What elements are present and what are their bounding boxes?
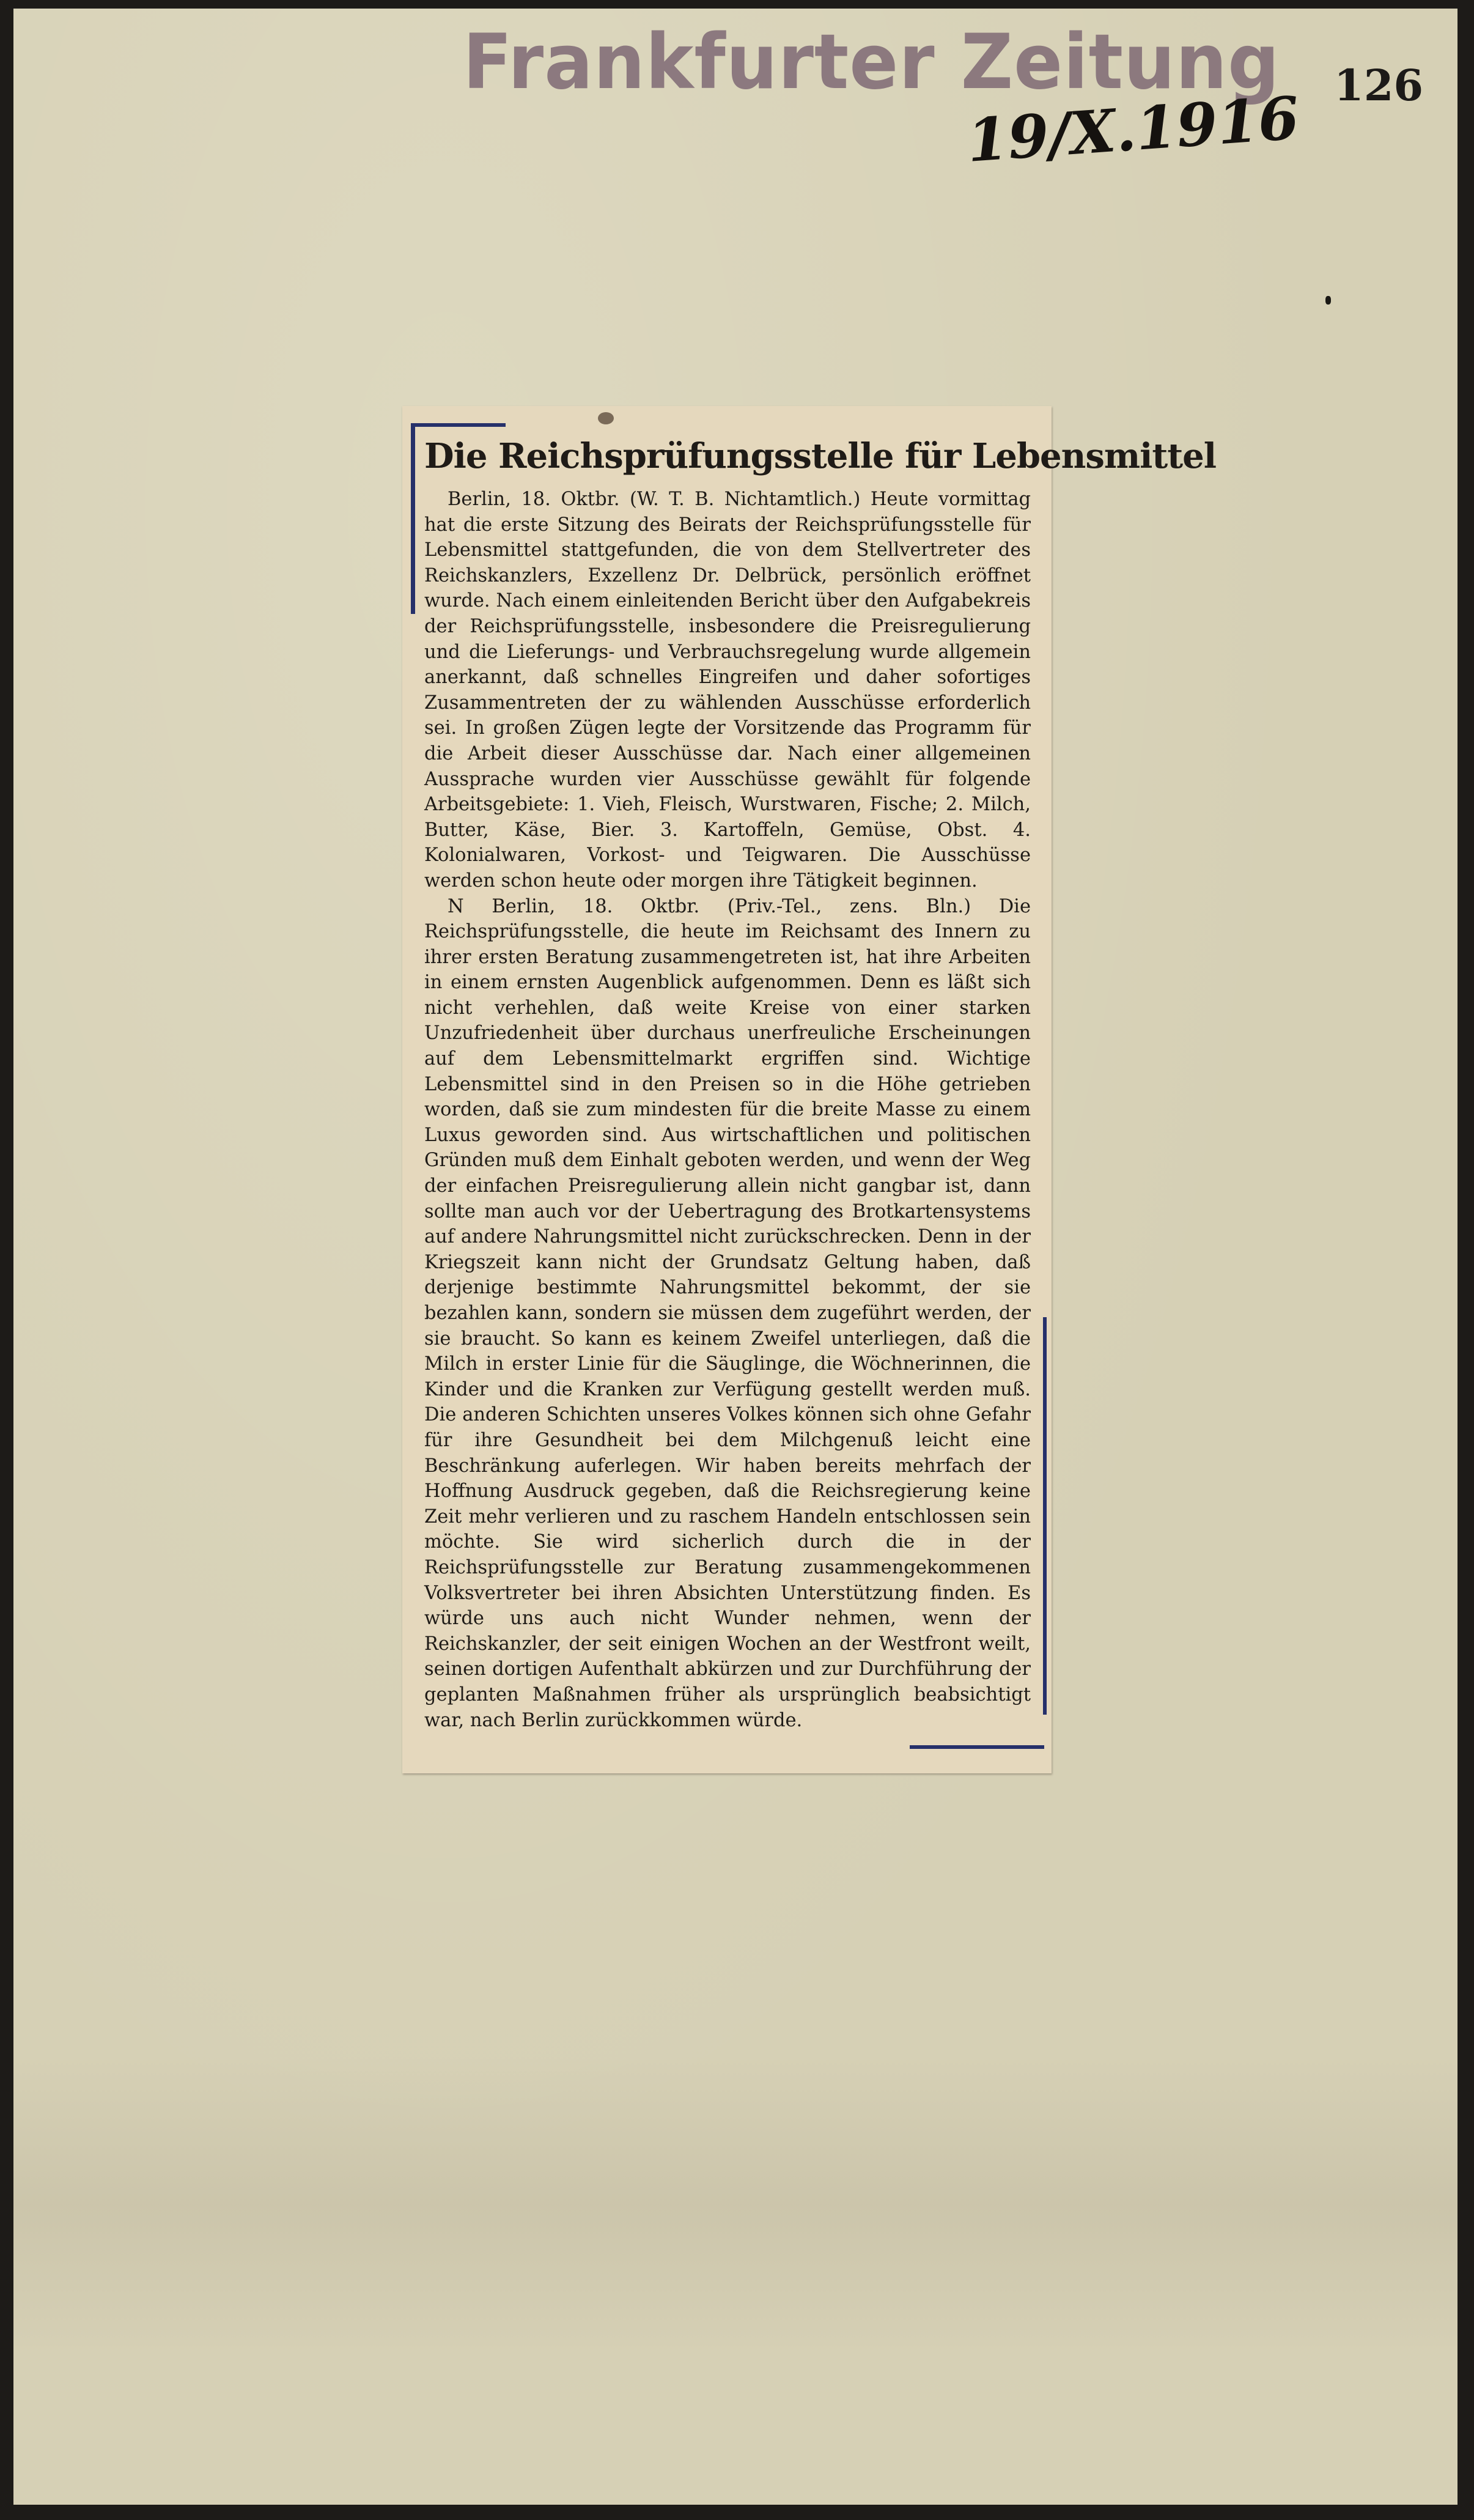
article-paragraph-2: N Berlin, 18. Oktbr. (Priv.-Tel., zens. Bln.) Die Reichsprüfungsstelle, die heute im Reichsamt des Innern zu ihrer ersten Beratung zusammengetreten ist, hat ihre Arbeiten in einem ernsten Augenblick aufgenommen. Denn es läßt sich nicht verhehlen, daß weite Kreise von einer starken Unzufriedenheit über durchaus unerfreuliche Erscheinungen auf dem Lebensmittelmarkt ergriffen sind. Wichtige Lebensmittel sind in den Preisen so in die Höhe getrieben worden, daß sie zum mindesten für die breite Masse zu einem Luxus geworden sind. Aus wirtschaftlichen und politischen Gründen muß dem Einhalt geboten werden, und wenn der Weg der einfachen Preisregulierung allein nicht gangbar ist, dann sollte man auch vor der Uebertragung des Brotkartensystems auf andere Nahrungsmittel nicht zurückschrecken. Denn in der Kriegszeit kann nicht der Grundsatz Geltung haben, daß derjenige bestimmte Nahrungsmittel bekommt, der sie bezahlen kann, sondern sie müssen dem zugeführt werden, der sie braucht. So kann es keinem Zweifel unterliegen, daß die Milch in erster Linie für die Säuglinge, die Wöchnerinnen, die Kinder und die Kranken zur Verfügung gestellt werden muß. Die anderen Schichten unseres Volkes können sich ohne Gefahr für ihre Gesundheit bei dem Milchgenuß leicht eine Beschränkung auferlegen. Wir haben bereits mehrfach der Hoffnung Ausdruck gegeben, daß die Reichsregierung keine Zeit mehr verlieren und zu raschem Handeln entschlossen sein möchte. Sie wird sicherlich durch die in der Reichsprüfungsstelle zur Beratung zusammengekommenen Volksvertreter bei ihren Absichten Unterstützung finden. Es würde uns auch nicht Wunder nehmen, wenn der Reichskanzler, der seit einigen Wochen an der Westfront weilt, seinen dortigen Aufenthalt abkürzen und zur Durchführung der geplanten Maßnahmen früher als ursprünglich beabsichtigt war, nach Berlin zurückkommen würde. — [424, 895, 1031, 1731]
archive-sheet — [13, 9, 1457, 2505]
clipping-headline: Die Reichsprüfungsstelle für Lebensmittel — [424, 436, 1217, 476]
page-number: 126 — [1334, 60, 1424, 111]
handwritten-date: 19/X.1916 — [965, 83, 1302, 176]
newspaper-clipping — [402, 406, 1217, 1773]
article-body — [424, 487, 1031, 1733]
pin-mark-icon — [598, 412, 614, 424]
blue-pencil-mark-left — [411, 424, 415, 614]
blue-pencil-mark-top — [411, 423, 506, 427]
blue-pencil-mark-bottom — [910, 1745, 1044, 1749]
ink-speck — [1325, 296, 1331, 305]
newspaper-stamp: Frankfurter Zeitung — [463, 17, 1280, 106]
blue-pencil-mark-right — [1043, 1317, 1047, 1715]
article-paragraph-1: Berlin, 18. Oktbr. (W. T. B. Nichtamtlich.) Heute vormittag hat die erste Sitzung des Beirats der Reichsprüfungsstelle für Lebensmittel stattgefunden, die von dem Stellvertreter des Reichskanzlers, Exzellenz Dr. Delbrück, persönlich eröffnet wurde. Nach einem einleitenden Bericht über den Aufgabekreis der Reichsprüfungsstelle, insbesondere die Preisregulierung und die Lieferungs- und Verbrauchsregelung wurde allgemein anerkannt, daß schnelles Eingreifen und daher sofortiges Zusammentreten der zu wählenden Ausschüsse erforderlich sei. In großen Zügen legte der Vorsitzende das Programm für die Arbeit dieser Ausschüsse dar. Nach einer allgemeinen Aussprache wurden vier Ausschüsse gewählt für folgende Arbeitsgebiete: 1. Vieh, Fleisch, Wurstwaren, Fische; 2. Milch, Butter, Käse, Bier. 3. Kartoffeln, Gemüse, Obst. 4. Kolonialwaren, Vorkost- und Teigwaren. Die Ausschüsse werden schon heute oder morgen ihre Tätigkeit beginnen. — [424, 489, 1031, 892]
